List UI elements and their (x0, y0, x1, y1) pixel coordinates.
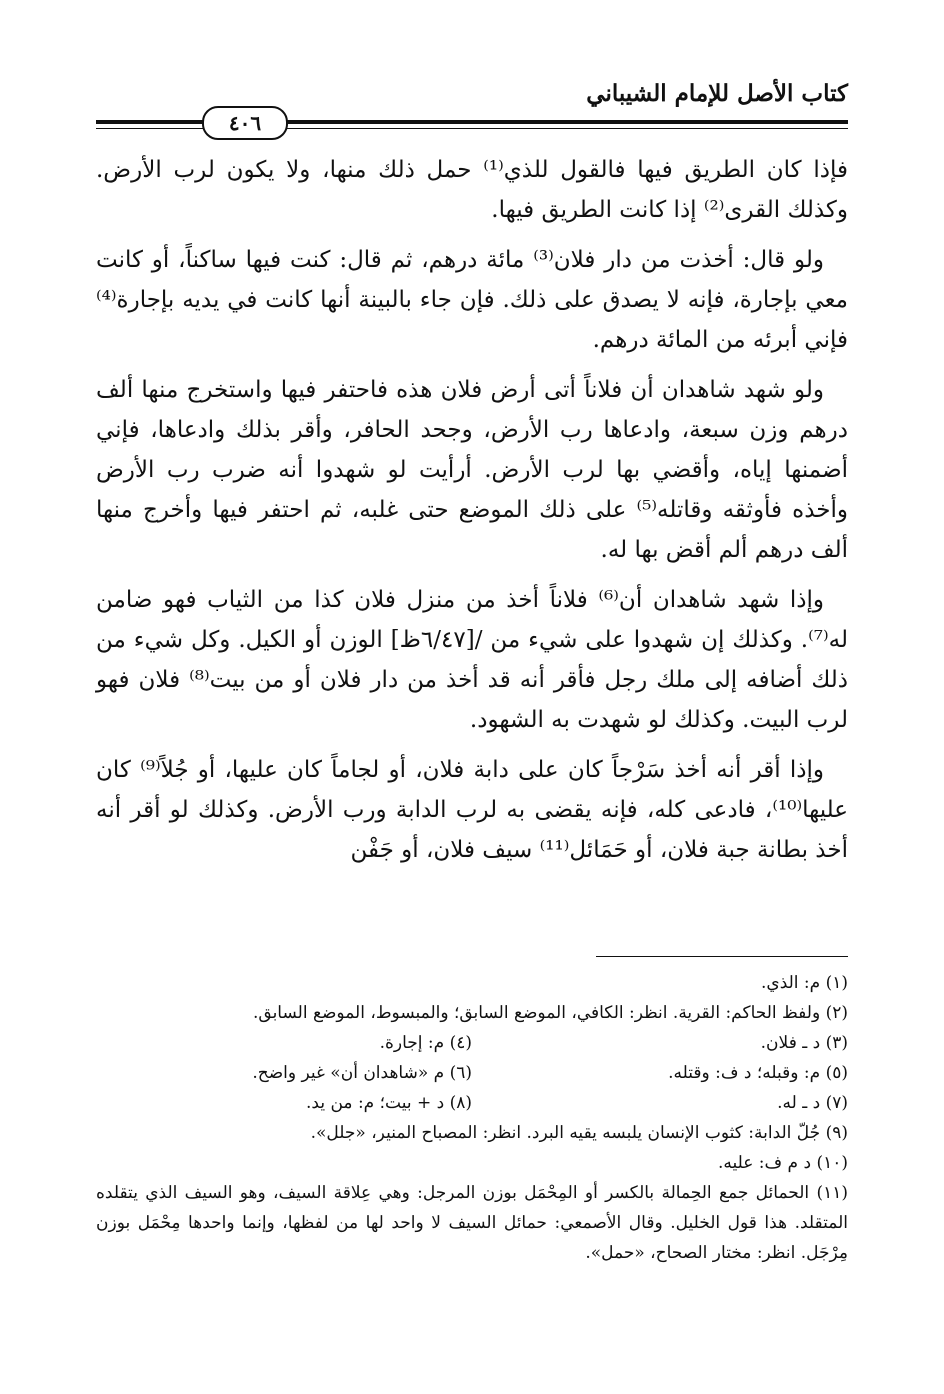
footnote: (٨) د + بيت؛ م: من يد. (306, 1093, 472, 1113)
main-text (96, 150, 848, 880)
footnote-separator (596, 956, 848, 957)
footnote-row (96, 1088, 848, 1118)
book-title: كتاب الأصل للإمام الشيباني (586, 80, 848, 107)
footnote: (٤) م: إجارة. (379, 1033, 472, 1053)
footnote-row (96, 1058, 848, 1088)
footnote: (٣) د ـ فلان. (760, 1033, 848, 1053)
page-header (96, 80, 848, 136)
footnote: (١) م: الذي. (760, 973, 848, 993)
paragraph: ولو قال: أخذت من دار فلان⁽³⁾ مائة درهم، ثم قال: كنت فيها ساكناً، أو كانت معي بإجارة، فإنه لا يصدق على ذلك. فإن جاء بالبينة أنها كانت في يديه بإجارة⁽⁴⁾ فإني أبرئه من المائة درهم. (96, 247, 848, 353)
footnote: (١٠) د م ف: عليه. (717, 1153, 848, 1173)
paragraph: ولو شهد شاهدان أن فلاناً أتى أرض فلان هذه فاحتفر فيها واستخرج منها ألف درهم وزن سبعة، وادعاها رب الأرض، وجحد الحافر، وأقر بذلك وادعاها، فإني أضمنها إياه، وأقضي بها لرب الأرض. أرأيت لو شهدوا أنه ضرب رب الأرض وأخذه فأوثقه وقاتله⁽⁵⁾ على ذلك الموضع حتى غلبه، ثم احتفر فيها وأخرج منها ألف درهم ألم أقض بها له. (96, 377, 848, 563)
footnotes (96, 968, 848, 1268)
footnote: (١١) الحمائل جمع الحِمالة بالكسر أو المِحْمَل بوزن المرجل: وهي عِلاقة السيف، وهو السيف الذي يتقلده المتقلد. هذا قول الخليل. وقال الأصمعي: حمائل السيف لا واحد لها من لفظها، وإنما واحدها مِحْمَل بوزن مِرْجَل. انظر: مختار الصحاح، «حمل». (96, 1183, 848, 1263)
footnote: (٧) د ـ له. (777, 1093, 848, 1113)
paragraph: وإذا أقر أنه أخذ سَرْجاً كان على دابة فلان، أو لجاماً كان عليها، أو جُلاً⁽⁹⁾ كان عليها⁽¹⁰⁾، فادعى كله، فإنه يقضى به لرب الدابة ورب الأرض. وكذلك لو أقر أنه أخذ بطانة جبة فلان، أو حَمَائل⁽¹¹⁾ سيف فلان، أو جَفْن (96, 757, 848, 863)
footnote-row (96, 1028, 848, 1058)
footnote: (٥) م: وقبله؛ د ف: وقتله. (668, 1063, 848, 1083)
footnote: (٩) جُلّ الدابة: كثوب الإنسان يلبسه يقيه البرد. انظر: المصباح المنير، «جلل». (310, 1123, 848, 1143)
page-number: ٤٠٦ (202, 106, 288, 140)
footnote: (٦) م «شاهدان أن» غير واضح. (252, 1063, 472, 1083)
paragraph: فإذا كان الطريق فيها فالقول للذي⁽¹⁾ حمل ذلك منها، ولا يكون لرب الأرض. وكذلك القرى⁽²⁾ إذا كانت الطريق فيها. (96, 157, 848, 223)
footnote: (٢) ولفظ الحاكم: القرية. انظر: الكافي، الموضع السابق؛ والمبسوط، الموضع السابق. (252, 1003, 848, 1023)
paragraph: وإذا شهد شاهدان أن⁽⁶⁾ فلاناً أخذ من منزل فلان كذا من الثياب فهو ضامن له⁽⁷⁾. وكذلك إن شهدوا على شيء من /[٦/٤٧ظ] الوزن أو الكيل. وكل شيء من ذلك أضافه إلى ملك رجل فأقر أنه قد أخذ من دار فلان أو من بيت⁽⁸⁾ فلان فهو لرب البيت. وكذلك لو شهدت به الشهود. (96, 587, 849, 733)
